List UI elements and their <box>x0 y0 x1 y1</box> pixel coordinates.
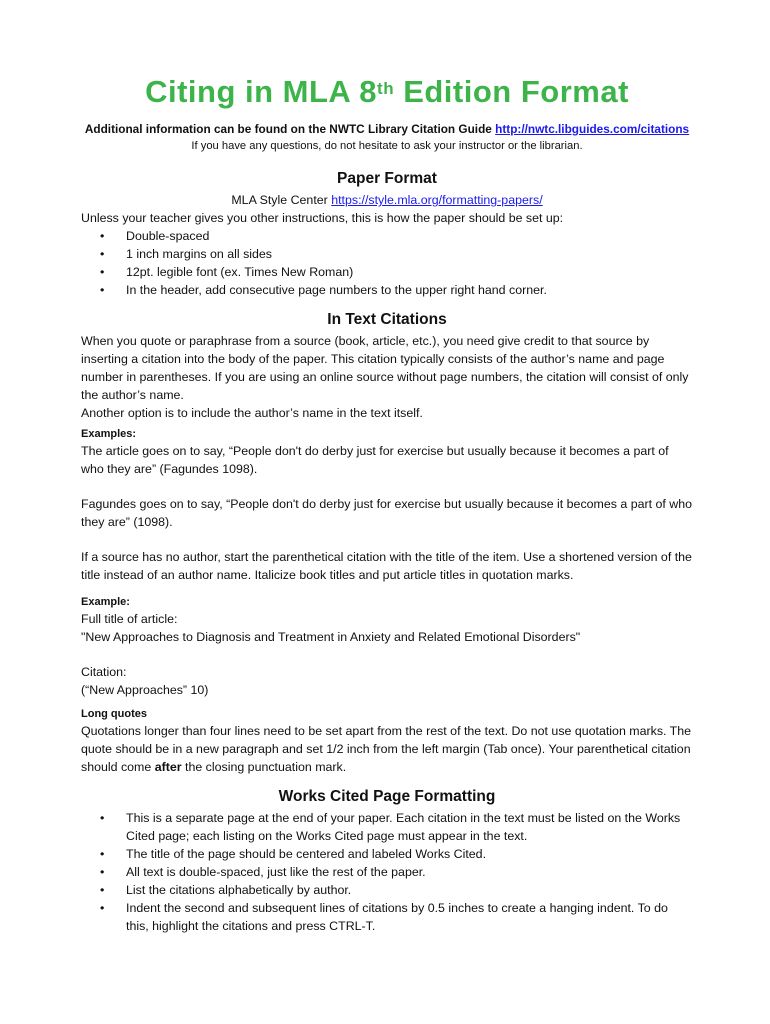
list-item: • In the header, add consecutive page numbers to the upper right hand corner. <box>126 281 693 299</box>
works-cited-list <box>81 809 693 935</box>
list-item: • The title of the page should be centered and labeled Works Cited. <box>126 845 693 863</box>
list-item: • 12pt. legible font (ex. Times New Roman) <box>126 263 693 281</box>
long-quotes-bold: after <box>154 760 182 774</box>
info-text: Additional information can be found on the NWTC Library Citation Guide <box>84 122 496 136</box>
title-main: Citing in MLA 8 <box>145 74 378 109</box>
list-item: • Indent the second and subsequent lines of citations by 0.5 inches to create a hanging indent. To do this, highlight the citations and press CTRL-T. <box>126 899 693 935</box>
style-center-link[interactable]: https://style.mla.org/formatting-papers/ <box>331 193 543 207</box>
list-item: • List the citations alphabetically by author. <box>126 881 693 899</box>
info-line-2: If you have any questions, do not hesitate to ask your instructor or the librarian. <box>191 140 583 152</box>
style-center-text: MLA Style Center <box>231 193 332 207</box>
list-item: • This is a separate page at the end of your paper. Each citation in the text must be listed on the Works Cited page; each listing on the Works Cited page must appear in the text. <box>126 809 693 845</box>
in-text-paragraph: When you quote or paraphrase from a source (book, article, etc.), you need give credit to that source by inserting a citation into the body of the paper. This citation typically consists of the author’s name and page number in parentheses. If you are using an online source without page numbers, the citation will consist of only the author’s name. <box>81 334 689 402</box>
examples-label: Examples: <box>81 428 137 440</box>
citation-label: Citation: <box>81 665 127 679</box>
citation-text: (“New Approaches” 10) <box>81 683 209 697</box>
in-text-heading: In Text Citations <box>327 311 447 328</box>
list-item: • All text is double-spaced, just like the rest of the paper. <box>126 863 693 881</box>
example-label: Example: <box>81 596 130 608</box>
title-superscript: th <box>377 79 395 98</box>
document-content <box>81 70 693 935</box>
long-quotes-paragraph <box>81 722 693 776</box>
full-title-text: "New Approaches to Diagnosis and Treatment in Anxiety and Related Emotional Disorders" <box>81 630 581 644</box>
paper-format-heading: Paper Format <box>337 170 437 187</box>
example-1: The article goes on to say, “People don't do derby just for exercise but usually because it becomes a part of who they are” (Fagundes 1098). <box>81 444 669 476</box>
example-2: Fagundes goes on to say, “People don't do derby just for exercise but usually because it becomes a part of who they are” (1098). <box>81 497 693 529</box>
no-author-paragraph: If a source has no author, start the parenthetical citation with the title of the item. Use a shortened version of the title instead of an author name. Italicize book titles and put article titles in quotation marks. <box>81 550 692 582</box>
works-cited-heading: Works Cited Page Formatting <box>278 788 496 805</box>
long-quotes-label: Long quotes <box>81 708 147 720</box>
document-title <box>81 70 693 119</box>
full-title-label: Full title of article: <box>81 612 178 626</box>
list-item: • Double-spaced <box>126 227 693 245</box>
long-quotes-text: Quotations longer than four lines need to be set apart from the rest of the text. Do not use quotation marks. The quote should be in a new paragraph and set 1/2 inch from the left margin (Tab once). Your parenthetical citation should come <box>81 724 692 774</box>
style-center-line <box>81 191 693 209</box>
long-quotes-text-end: the closing punctuation mark. <box>181 760 347 774</box>
paper-format-list <box>81 227 693 299</box>
info-line-1 <box>81 121 693 138</box>
paper-format-intro: Unless your teacher gives you other instructions, this is how the paper should be set up: <box>81 211 564 225</box>
list-item: • 1 inch margins on all sides <box>126 245 693 263</box>
citation-guide-link[interactable]: http://nwtc.libguides.com/citations <box>495 122 690 136</box>
title-rest: Edition Format <box>394 74 629 109</box>
in-text-option: Another option is to include the author’s name in the text itself. <box>81 406 423 420</box>
